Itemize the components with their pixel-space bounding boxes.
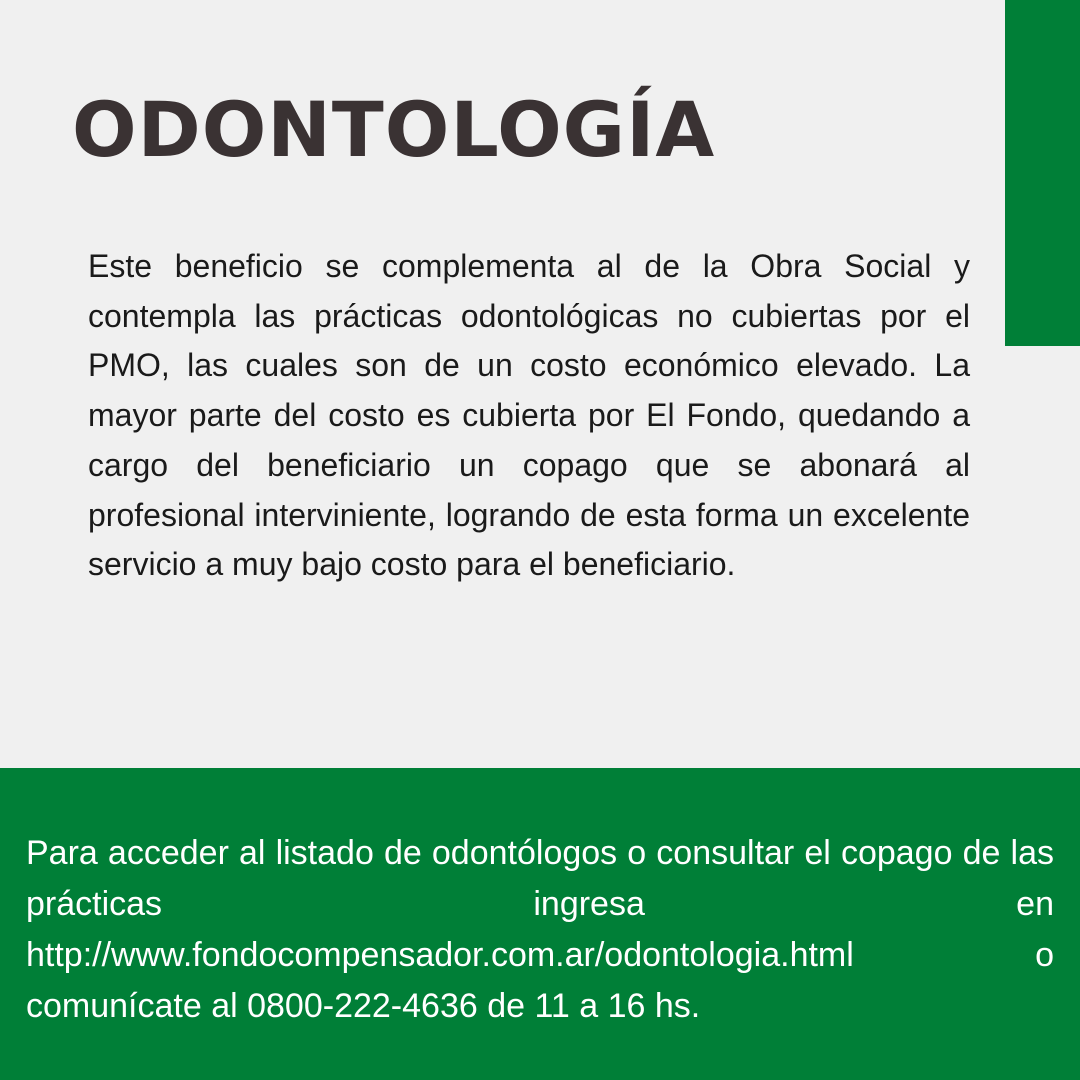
page-title: ODONTOLOGÍA <box>72 85 716 174</box>
benefit-description: Este beneficio se complementa al de la Obra Social y contempla las prácticas odontológicas no cubiertas por el PMO, las cuales son de un costo económico elevado. La mayor parte del costo es cubierta por El Fondo, quedando a cargo del beneficiario un copago que se abonará al profesional interviniente, logrando de esta forma un excelente servicio a muy bajo costo para el beneficiario. <box>88 248 970 583</box>
footer-contact-text: Para acceder al listado de odontólogos o consultar el copago de las prácticas ingresa en http://www.fondocompensador.com.ar/odontologia.html o comunícate al 0800-222-4636 de 11 a 16 hs. <box>26 834 1054 1025</box>
green-accent-bar <box>1005 0 1080 346</box>
